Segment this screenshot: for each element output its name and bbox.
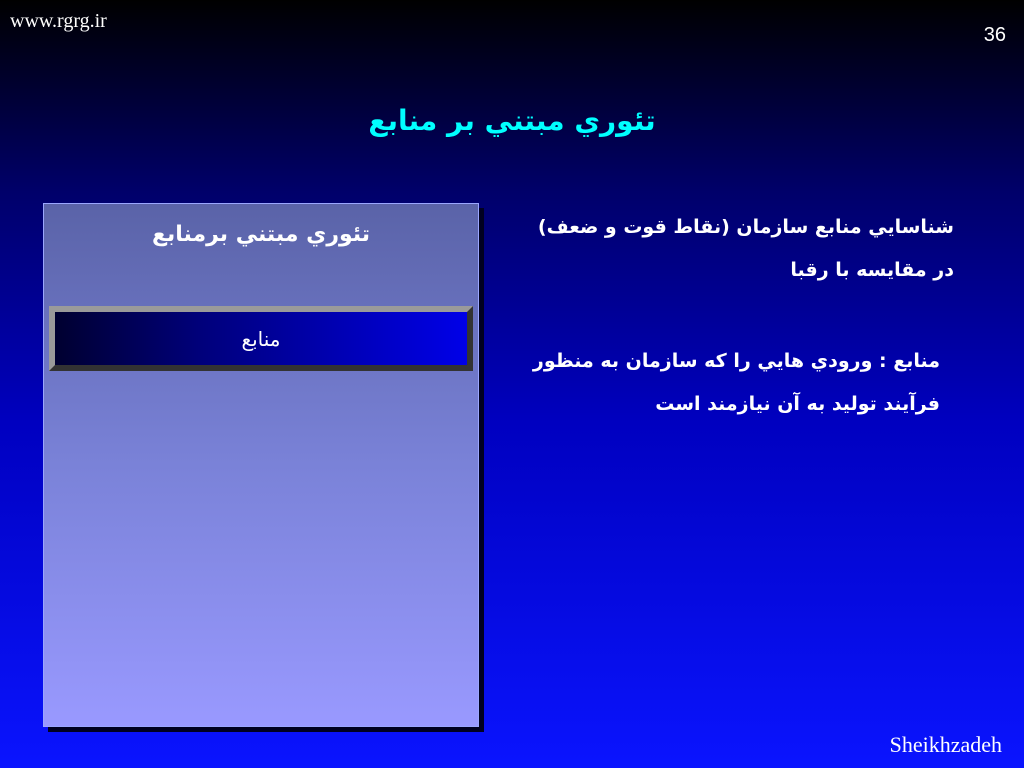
slide-title: تئوري مبتني بر منابع	[368, 104, 656, 137]
point-line: فرآيند توليد به آن نيازمند است	[655, 393, 940, 415]
point-line: شناسايي منابع سازمان (نقاط قوت و ضعف)	[537, 216, 954, 238]
point-line: در مقايسه با رقبا	[790, 259, 954, 281]
point-resources-definition	[500, 340, 940, 426]
point-identify-resources	[514, 206, 954, 292]
panel-title: تئوري مبتني برمنابع	[151, 222, 371, 247]
page-number: 36	[983, 24, 1006, 46]
site-url: www.rgrg.ir	[10, 10, 107, 32]
resource-label: منابع	[241, 326, 281, 351]
diagram-panel	[43, 203, 479, 727]
point-line: منابع : ورودي هايي را كه سازمان به منظور	[532, 350, 940, 372]
resource-box	[49, 306, 473, 371]
author-name: Sheikhzadeh	[889, 732, 1002, 757]
